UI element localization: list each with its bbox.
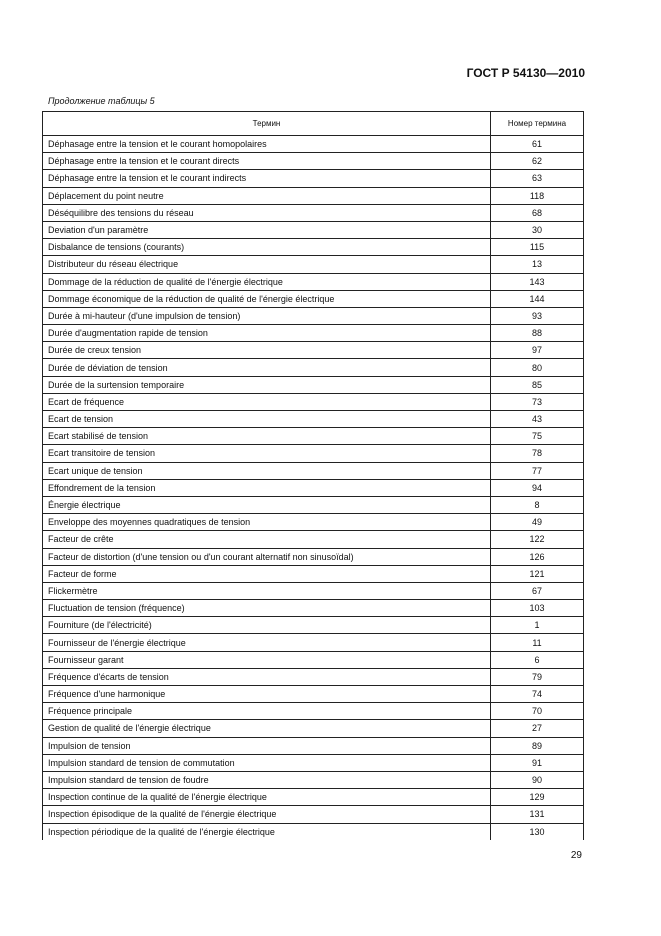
- table-row: [43, 479, 584, 496]
- table-row: [43, 754, 584, 771]
- table-row: [43, 411, 584, 428]
- column-header-term: Термин: [43, 112, 491, 136]
- table-row: [43, 686, 584, 703]
- term-cell: Durée de la surtension temporaire: [43, 376, 491, 393]
- term-cell: Ecart transitoire de tension: [43, 445, 491, 462]
- term-number-cell: 80: [491, 359, 584, 376]
- term-cell: Déphasage entre la tension et le courant directs: [43, 153, 491, 170]
- table-row: [43, 342, 584, 359]
- term-cell: Ecart stabilisé de tension: [43, 428, 491, 445]
- table-row: [43, 806, 584, 823]
- term-number-cell: 91: [491, 754, 584, 771]
- term-number-cell: 70: [491, 703, 584, 720]
- term-cell: Fluctuation de tension (fréquence): [43, 600, 491, 617]
- term-number-cell: 11: [491, 634, 584, 651]
- table-row: [43, 565, 584, 582]
- term-number-cell: 61: [491, 136, 584, 153]
- term-cell: Disbalance de tensions (courants): [43, 239, 491, 256]
- term-number-cell: 73: [491, 393, 584, 410]
- table-row: [43, 634, 584, 651]
- term-cell: Fourniture (de l'électricité): [43, 617, 491, 634]
- term-number-cell: 13: [491, 256, 584, 273]
- table-row: [43, 290, 584, 307]
- term-cell: Impulsion standard de tension de foudre: [43, 771, 491, 788]
- term-number-cell: 68: [491, 204, 584, 221]
- table-row: [43, 239, 584, 256]
- term-number-cell: 75: [491, 428, 584, 445]
- term-number-cell: 97: [491, 342, 584, 359]
- term-cell: Facteur de distortion (d'une tension ou d'un courant alternatif non sinusoïdal): [43, 548, 491, 565]
- table-row: [43, 651, 584, 668]
- term-number-cell: 130: [491, 823, 584, 840]
- table-row: [43, 823, 584, 840]
- term-number-cell: 126: [491, 548, 584, 565]
- term-number-cell: 94: [491, 479, 584, 496]
- term-cell: Durée d'augmentation rapide de tension: [43, 325, 491, 342]
- term-cell: Enveloppe des moyennes quadratiques de tension: [43, 514, 491, 531]
- table-caption: Продолжение таблицы 5: [48, 96, 155, 106]
- term-number-cell: 77: [491, 462, 584, 479]
- term-cell: Fréquence d'une harmonique: [43, 686, 491, 703]
- term-number-cell: 1: [491, 617, 584, 634]
- table-row: [43, 221, 584, 238]
- term-number-cell: 121: [491, 565, 584, 582]
- term-number-cell: 30: [491, 221, 584, 238]
- term-cell: Dommage de la réduction de qualité de l'énergie électrique: [43, 273, 491, 290]
- terms-table: [42, 111, 584, 840]
- term-number-cell: 115: [491, 239, 584, 256]
- term-number-cell: 43: [491, 411, 584, 428]
- term-cell: Effondrement de la tension: [43, 479, 491, 496]
- table-row: [43, 617, 584, 634]
- term-cell: Durée de creux tension: [43, 342, 491, 359]
- term-cell: Ecart de tension: [43, 411, 491, 428]
- term-cell: Durée de déviation de tension: [43, 359, 491, 376]
- table-row: [43, 582, 584, 599]
- term-number-cell: 74: [491, 686, 584, 703]
- term-cell: Flickermètre: [43, 582, 491, 599]
- term-cell: Facteur de crête: [43, 531, 491, 548]
- table-row: [43, 359, 584, 376]
- term-number-cell: 118: [491, 187, 584, 204]
- term-cell: Déséquilibre des tensions du réseau: [43, 204, 491, 221]
- term-number-cell: 89: [491, 737, 584, 754]
- term-number-cell: 129: [491, 789, 584, 806]
- table-row: [43, 703, 584, 720]
- table-row: [43, 136, 584, 153]
- table-row: [43, 204, 584, 221]
- term-number-cell: 27: [491, 720, 584, 737]
- term-cell: Fréquence d'écarts de tension: [43, 668, 491, 685]
- table-row: [43, 376, 584, 393]
- table-row: [43, 737, 584, 754]
- term-cell: Fournisseur garant: [43, 651, 491, 668]
- term-cell: Inspection épisodique de la qualité de l'énergie électrique: [43, 806, 491, 823]
- term-cell: Durée à mi-hauteur (d'une impulsion de tension): [43, 307, 491, 324]
- table-row: [43, 531, 584, 548]
- term-cell: Ecart de fréquence: [43, 393, 491, 410]
- table-row: [43, 273, 584, 290]
- term-cell: Déphasage entre la tension et le courant homopolaires: [43, 136, 491, 153]
- table-row: [43, 325, 584, 342]
- term-number-cell: 8: [491, 496, 584, 513]
- table-row: [43, 514, 584, 531]
- term-cell: Fréquence principale: [43, 703, 491, 720]
- term-cell: Impulsion de tension: [43, 737, 491, 754]
- term-cell: Deviation d'un paramètre: [43, 221, 491, 238]
- term-cell: Ecart unique de tension: [43, 462, 491, 479]
- term-number-cell: 63: [491, 170, 584, 187]
- term-number-cell: 122: [491, 531, 584, 548]
- term-number-cell: 93: [491, 307, 584, 324]
- term-number-cell: 6: [491, 651, 584, 668]
- term-cell: Gestion de qualité de l'énergie électrique: [43, 720, 491, 737]
- term-number-cell: 85: [491, 376, 584, 393]
- term-number-cell: 103: [491, 600, 584, 617]
- table-row: [43, 153, 584, 170]
- table-row: [43, 600, 584, 617]
- term-cell: Facteur de forme: [43, 565, 491, 582]
- term-cell: Distributeur du réseau électrique: [43, 256, 491, 273]
- table-row: [43, 187, 584, 204]
- term-cell: Inspection périodique de la qualité de l'énergie électrique: [43, 823, 491, 840]
- term-number-cell: 79: [491, 668, 584, 685]
- term-number-cell: 88: [491, 325, 584, 342]
- table-row: [43, 668, 584, 685]
- document-code: ГОСТ Р 54130—2010: [466, 66, 585, 80]
- term-number-cell: 131: [491, 806, 584, 823]
- table-row: [43, 428, 584, 445]
- term-cell: Énergie électrique: [43, 496, 491, 513]
- term-cell: Inspection continue de la qualité de l'énergie électrique: [43, 789, 491, 806]
- term-cell: Fournisseur de l'énergie électrique: [43, 634, 491, 651]
- table-header-row: [43, 112, 584, 136]
- table-row: [43, 393, 584, 410]
- page-number: 29: [570, 850, 582, 861]
- term-number-cell: 78: [491, 445, 584, 462]
- term-number-cell: 143: [491, 273, 584, 290]
- table-row: [43, 548, 584, 565]
- table-row: [43, 170, 584, 187]
- table-row: [43, 256, 584, 273]
- table-row: [43, 720, 584, 737]
- column-header-number: Номер термина: [491, 112, 584, 136]
- table-row: [43, 307, 584, 324]
- term-number-cell: 49: [491, 514, 584, 531]
- term-cell: Impulsion standard de tension de commutation: [43, 754, 491, 771]
- term-number-cell: 67: [491, 582, 584, 599]
- term-cell: Déphasage entre la tension et le courant indirects: [43, 170, 491, 187]
- term-number-cell: 90: [491, 771, 584, 788]
- term-number-cell: 144: [491, 290, 584, 307]
- term-number-cell: 62: [491, 153, 584, 170]
- table-row: [43, 496, 584, 513]
- table-row: [43, 462, 584, 479]
- table-row: [43, 771, 584, 788]
- table-row: [43, 445, 584, 462]
- table-row: [43, 789, 584, 806]
- term-cell: Déplacement du point neutre: [43, 187, 491, 204]
- term-cell: Dommage économique de la réduction de qualité de l'énergie électrique: [43, 290, 491, 307]
